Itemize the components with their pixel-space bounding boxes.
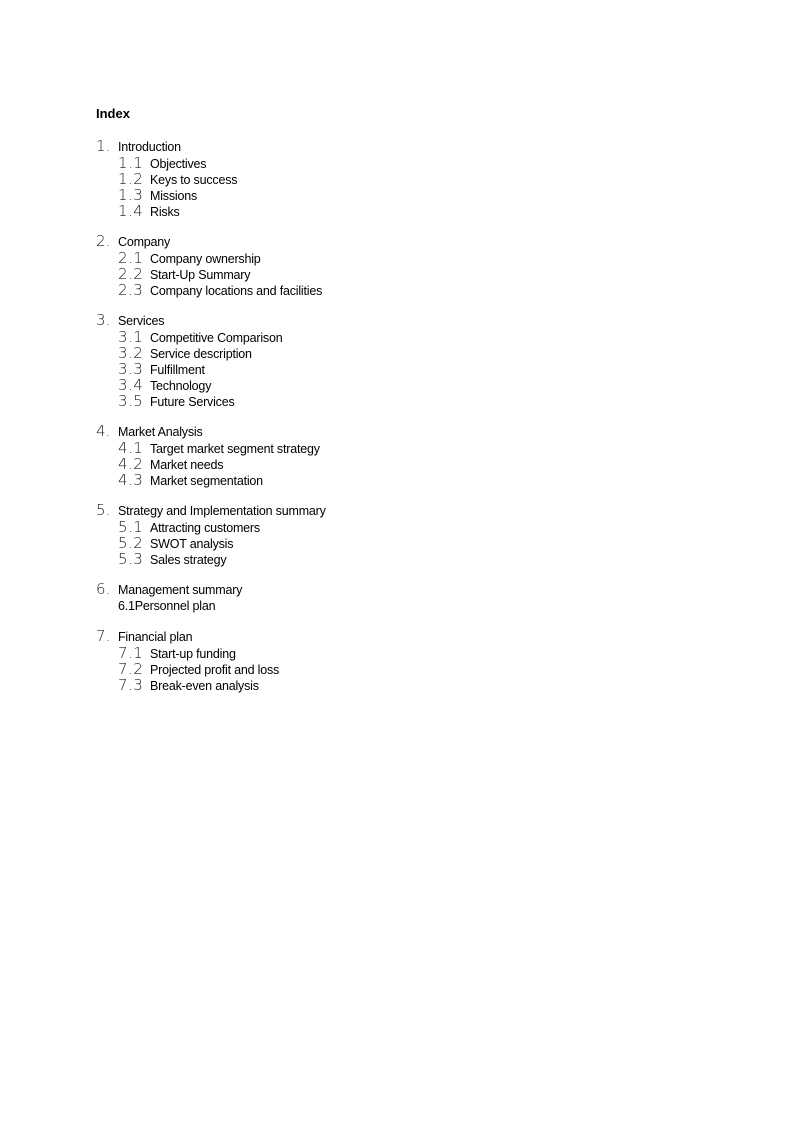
subsection-number: 4.3: [118, 471, 144, 489]
toc-subsection: [96, 203, 326, 219]
subsection-number: 3.4: [118, 376, 144, 394]
toc-subsection: [96, 677, 326, 693]
toc-section-heading: [96, 628, 326, 645]
toc-section-heading: [96, 423, 326, 440]
toc-section: [96, 423, 326, 488]
section-label: Financial plan: [118, 630, 193, 644]
subsection-label: Market needs: [150, 458, 224, 472]
section-number: 2.: [96, 232, 111, 250]
toc-subsection: [96, 456, 326, 472]
toc-section: [96, 628, 326, 693]
toc-subsection: [96, 361, 326, 377]
toc-subsection: [96, 266, 326, 282]
toc-section-heading: [96, 138, 326, 155]
subsection-label: Missions: [150, 189, 198, 203]
toc-section-heading: [96, 502, 326, 519]
toc-subsection: [96, 345, 326, 361]
subsection-number: 3.2: [118, 344, 144, 362]
subsection-number: 7.1: [118, 644, 144, 662]
toc-subsection: [96, 551, 326, 567]
subsection-label: Service description: [150, 347, 252, 361]
subsection-label: Company ownership: [150, 252, 261, 266]
subsection-number: 2.2: [118, 265, 144, 283]
subsection-label: Break-even analysis: [150, 679, 259, 693]
section-number: 3.: [96, 311, 111, 329]
subsection-label: Technology: [150, 379, 212, 393]
toc-section-heading: [96, 581, 326, 598]
section-label: Introduction: [118, 140, 181, 154]
subsection-number: 7.3: [118, 676, 144, 694]
subsection-number: 3.5: [118, 392, 144, 410]
subsection-number: 5.2: [118, 534, 144, 552]
toc-subsection: [96, 440, 326, 456]
toc-subsection: [96, 472, 326, 488]
subsection-label: Sales strategy: [150, 553, 227, 567]
subsection-number: 4.1: [118, 439, 144, 457]
toc-subsection: 6.1Personnel plan: [118, 599, 216, 613]
subsection-label: Fulfillment: [150, 363, 205, 377]
toc-subsection: [96, 393, 326, 409]
toc-section-heading: [96, 233, 326, 250]
toc-subsection: [96, 250, 326, 266]
subsection-label: Market segmentation: [150, 474, 263, 488]
subsection-label: SWOT analysis: [150, 537, 234, 551]
toc-subsection: [96, 187, 326, 203]
table-of-contents: [96, 138, 326, 693]
section-number: 7.: [96, 627, 111, 645]
section-label: Strategy and Implementation summary: [118, 504, 326, 518]
toc-section: [96, 581, 326, 614]
toc-section: [96, 312, 326, 409]
subsection-label: Target market segment strategy: [150, 442, 320, 456]
section-label: Company: [118, 235, 171, 249]
subsection-number: 2.1: [118, 249, 144, 267]
subsection-number: 3.1: [118, 328, 144, 346]
toc-subsection: [96, 645, 326, 661]
subsection-label: Keys to success: [150, 173, 238, 187]
index-title: Index: [96, 106, 130, 121]
subsection-label: Projected profit and loss: [150, 663, 280, 677]
toc-subsection: [96, 171, 326, 187]
toc-subsection: [96, 329, 326, 345]
toc-subsection: [96, 535, 326, 551]
toc-section-heading: [96, 312, 326, 329]
subsection-number: 1.1: [118, 154, 144, 172]
subsection-label: Start-Up Summary: [150, 268, 251, 282]
subsection-number: 7.2: [118, 660, 144, 678]
subsection-label: Start-up funding: [150, 647, 236, 661]
index-page: [96, 106, 326, 707]
subsection-number: 5.3: [118, 550, 144, 568]
section-number: 4.: [96, 422, 111, 440]
toc-section: [96, 502, 326, 567]
section-number: 5.: [96, 501, 111, 519]
subsection-number: 1.2: [118, 170, 144, 188]
toc-subsection: [96, 661, 326, 677]
subsection-number: 2.3: [118, 281, 144, 299]
toc-subsection: [96, 519, 326, 535]
subsection-number: 3.3: [118, 360, 144, 378]
subsection-label: Future Services: [150, 395, 235, 409]
subsection-label: Risks: [150, 205, 180, 219]
subsection-number: 5.1: [118, 518, 144, 536]
section-label: Services: [118, 314, 165, 328]
toc-subsection: [96, 282, 326, 298]
section-label: Market Analysis: [118, 425, 203, 439]
subsection-label: Company locations and facilities: [150, 284, 323, 298]
toc-subsection: [96, 155, 326, 171]
subsection-label: Objectives: [150, 157, 207, 171]
subsection-number: 4.2: [118, 455, 144, 473]
toc-section: [96, 233, 326, 298]
section-number: 6.: [96, 580, 111, 598]
subsection-label: Competitive Comparison: [150, 331, 283, 345]
subsection-number: 1.3: [118, 186, 144, 204]
toc-subsection: [96, 377, 326, 393]
subsection-label: Attracting customers: [150, 521, 260, 535]
toc-section: [96, 138, 326, 219]
subsection-number: 1.4: [118, 202, 144, 220]
section-number: 1.: [96, 137, 111, 155]
section-label: Management summary: [118, 583, 243, 597]
